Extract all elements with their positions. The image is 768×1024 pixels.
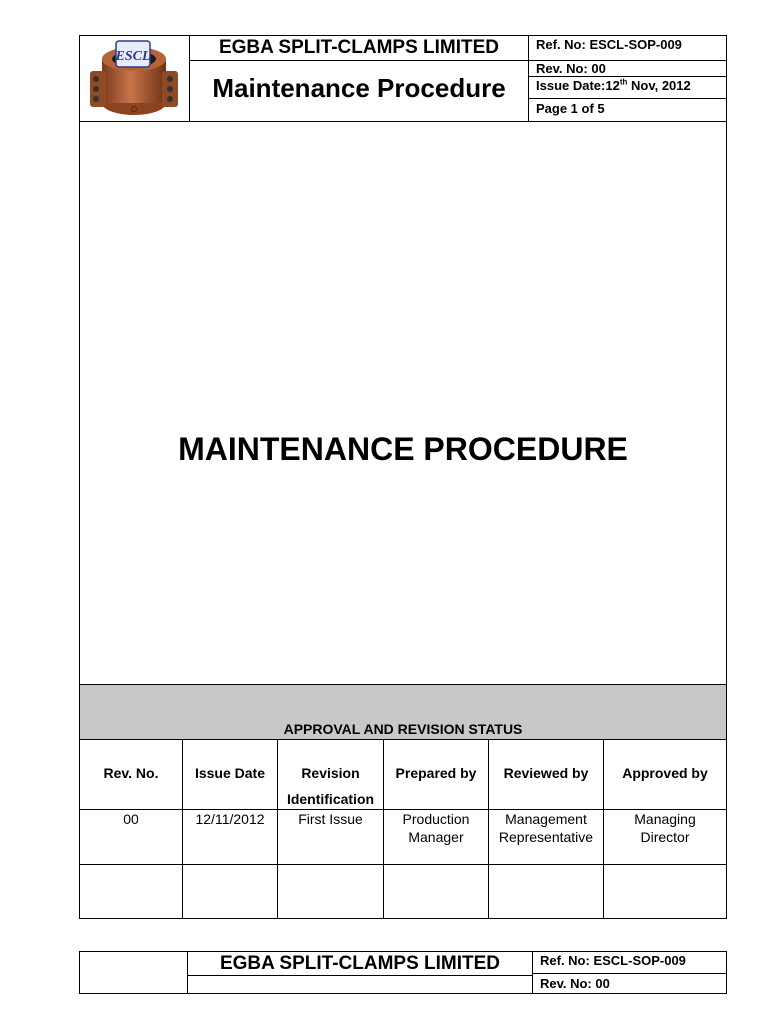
row1-revision-identification: First Issue — [298, 811, 363, 827]
issue-date-prefix: Issue Date:12 — [536, 78, 620, 93]
col-approved-by: Approved by — [622, 765, 708, 781]
col-issue-date: Issue Date — [194, 765, 266, 781]
next-company-name: EGBA SPLIT-CLAMPS LIMITED — [219, 953, 501, 974]
row1-issue-date: 12/11/2012 — [195, 811, 265, 827]
rev-no: Rev. No: 00 — [536, 61, 606, 76]
content-frame — [79, 121, 727, 919]
issue-date-ordinal: th — [619, 77, 628, 87]
next-ref-no: Ref. No: ESCL-SOP-009 — [540, 953, 686, 968]
col-reviewed-by: Reviewed by — [503, 765, 589, 781]
row1-prepared-by-line2: Manager — [408, 829, 464, 845]
row1-prepared-by-line1: Production — [402, 811, 470, 827]
main-title: MAINTENANCE PROCEDURE — [178, 431, 628, 467]
document-title: Maintenance Procedure — [212, 73, 506, 103]
approval-heading: APPROVAL AND REVISION STATUS — [283, 721, 523, 737]
row1-reviewed-by-line1: Management — [505, 811, 587, 827]
issue-date-suffix: Nov, 2012 — [627, 78, 691, 93]
svg-text:ESCL: ESCL — [115, 49, 151, 64]
col-rev-no: Rev. No. — [103, 765, 159, 781]
row1-reviewed-by-line2: Representative — [498, 829, 594, 845]
issue-date — [536, 77, 691, 95]
ref-no: Ref. No: ESCL-SOP-009 — [536, 37, 682, 52]
page-indicator: Page 1 of 5 — [536, 101, 605, 116]
col-revision-line1: Revision — [301, 765, 360, 781]
row1-rev-no: 00 — [123, 811, 139, 827]
next-rev-no: Rev. No: 00 — [540, 976, 610, 991]
row1-approved-by-line1: Managing — [634, 811, 696, 827]
company-name: EGBA SPLIT-CLAMPS LIMITED — [218, 37, 500, 58]
col-revision-line2: Identification — [286, 791, 375, 807]
col-prepared-by: Prepared by — [395, 765, 477, 781]
row1-approved-by-line2: Director — [640, 829, 690, 845]
company-logo — [86, 37, 182, 119]
